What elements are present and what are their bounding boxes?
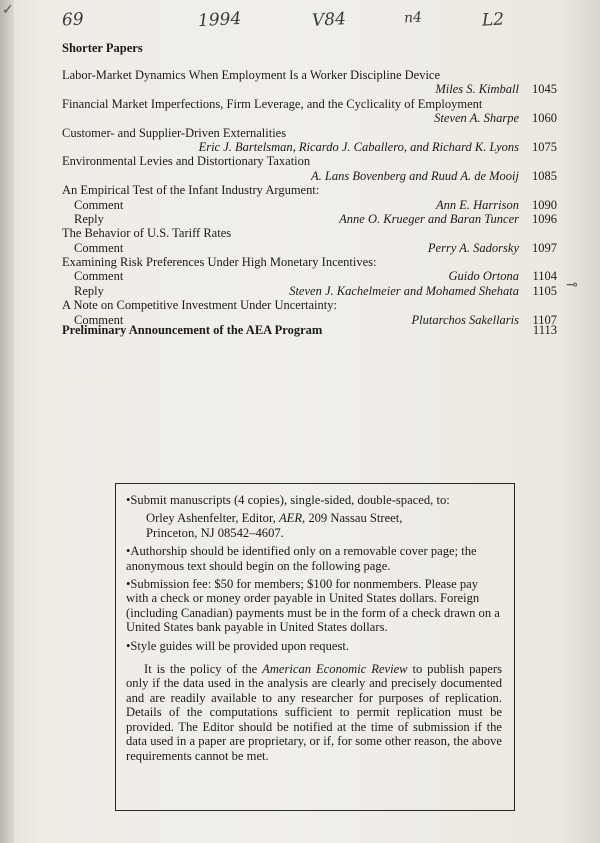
toc-part-label: Reply [74, 283, 104, 298]
toc-author: Perry A. Sadorsky [427, 240, 519, 255]
notice-fee: •Submission fee: $50 for members; $100 for nonmembers. Please pay with a check or money order payable in United States dollars. Foreign (including Canadian) payments must be in the form of a check drawn on a United States bank payable in United States dollars. [126, 577, 500, 635]
notice-style: •Style guides will be provided upon request. [126, 638, 350, 653]
toc-part-label: Comment [74, 269, 124, 284]
toc-entry [62, 183, 557, 226]
page-number: 1097 [532, 240, 557, 255]
toc-title: Customer- and Supplier-Driven Externalities [62, 125, 287, 140]
program-announcement [62, 323, 557, 338]
toc-entry [62, 154, 557, 183]
toc-part-label: Comment [74, 312, 124, 327]
notice-authorship: •Authorship should be identified only on a removable cover page; the anonymous text should begin on the following page. [126, 544, 477, 573]
table-of-contents [62, 68, 557, 327]
page-number: 1096 [532, 211, 557, 226]
toc-entry [62, 126, 557, 155]
handwritten-note: n4 [403, 9, 423, 27]
toc-title: Environmental Levies and Distortionary Taxation [62, 154, 311, 169]
notice-address: Orley Ashenfelter, Editor, AER, 209 Nassau Street, [146, 511, 403, 526]
toc-title: An Empirical Test of the Infant Industry Argument: [62, 183, 320, 198]
toc-author: Anne O. Krueger and Baran Tuncer [339, 211, 519, 226]
notice-submit: •Submit manuscripts (4 copies), single-sided, double-spaced, to: [126, 493, 450, 507]
toc-author: Steven A. Sharpe [434, 111, 519, 126]
handwritten-note: 1994 [197, 8, 242, 32]
pencil-tick-mark: ✓ [2, 3, 14, 18]
toc-title: Examining Risk Preferences Under High Monetary Incentives: [62, 255, 377, 270]
handwritten-note: V84 [311, 9, 347, 31]
toc-title: The Behavior of U.S. Tariff Rates [62, 226, 232, 241]
section-title: Shorter Papers [62, 41, 143, 55]
toc-entry [62, 226, 557, 255]
program-title: Preliminary Announcement of the AEA Program [62, 323, 323, 337]
toc-part-label: Reply [74, 211, 104, 226]
toc-author: Miles S. Kimball [435, 82, 519, 97]
toc-author: Plutarchos Sakellaris [411, 312, 519, 327]
pencil-tick-mark: ⊸ [566, 278, 578, 293]
page-number: 1045 [532, 82, 557, 97]
page-number: 1060 [532, 111, 557, 126]
page-number: 1113 [532, 323, 557, 337]
submission-notice-box [115, 483, 515, 811]
toc-title: A Note on Competitive Investment Under Uncertainty: [62, 298, 337, 313]
notice-policy: It is the policy of the American Economic Review to publish papers only if the data used in the analysis are clearly and precisely documented and are readily available to any researcher for purposes of replication. Details of the computations sufficient to permit replication must be provided. The Editor should be notified at the time of submission if the data used in a paper are proprietary, or if, for some other reason, the above requirements cannot be met. [126, 662, 502, 763]
handwritten-note: 69 [61, 9, 85, 31]
toc-entry [62, 97, 557, 126]
toc-author: Steven J. Kachelmeier and Mohamed Shehata [289, 283, 519, 298]
page-number: 1075 [532, 139, 557, 154]
toc-title: Labor-Market Dynamics When Employment Is a Worker Discipline Device [62, 68, 441, 82]
notice-address-city: Princeton, NJ 08542–4607. [146, 525, 284, 540]
toc-part-label: Comment [74, 240, 124, 255]
handwritten-note: L2 [481, 9, 505, 31]
page-number: 1107 [532, 312, 557, 327]
toc-author: Eric J. Bartelsman, Ricardo J. Caballero, and Richard K. Lyons [198, 139, 519, 154]
toc-author: A. Lans Bovenberg and Ruud A. de Mooij [311, 168, 519, 183]
page-number: 1090 [532, 197, 557, 212]
page-number: 1104 [532, 269, 557, 284]
toc-title: Financial Market Imperfections, Firm Leverage, and the Cyclicality of Employment [62, 96, 483, 111]
page-number: 1105 [532, 283, 557, 298]
binding-edge [0, 0, 14, 843]
toc-author: Guido Ortona [448, 269, 519, 284]
toc-author: Ann E. Harrison [436, 197, 519, 212]
toc-entry [62, 255, 557, 298]
toc-entry [62, 68, 557, 97]
toc-part-label: Comment [74, 197, 124, 212]
page-number: 1085 [532, 168, 557, 183]
